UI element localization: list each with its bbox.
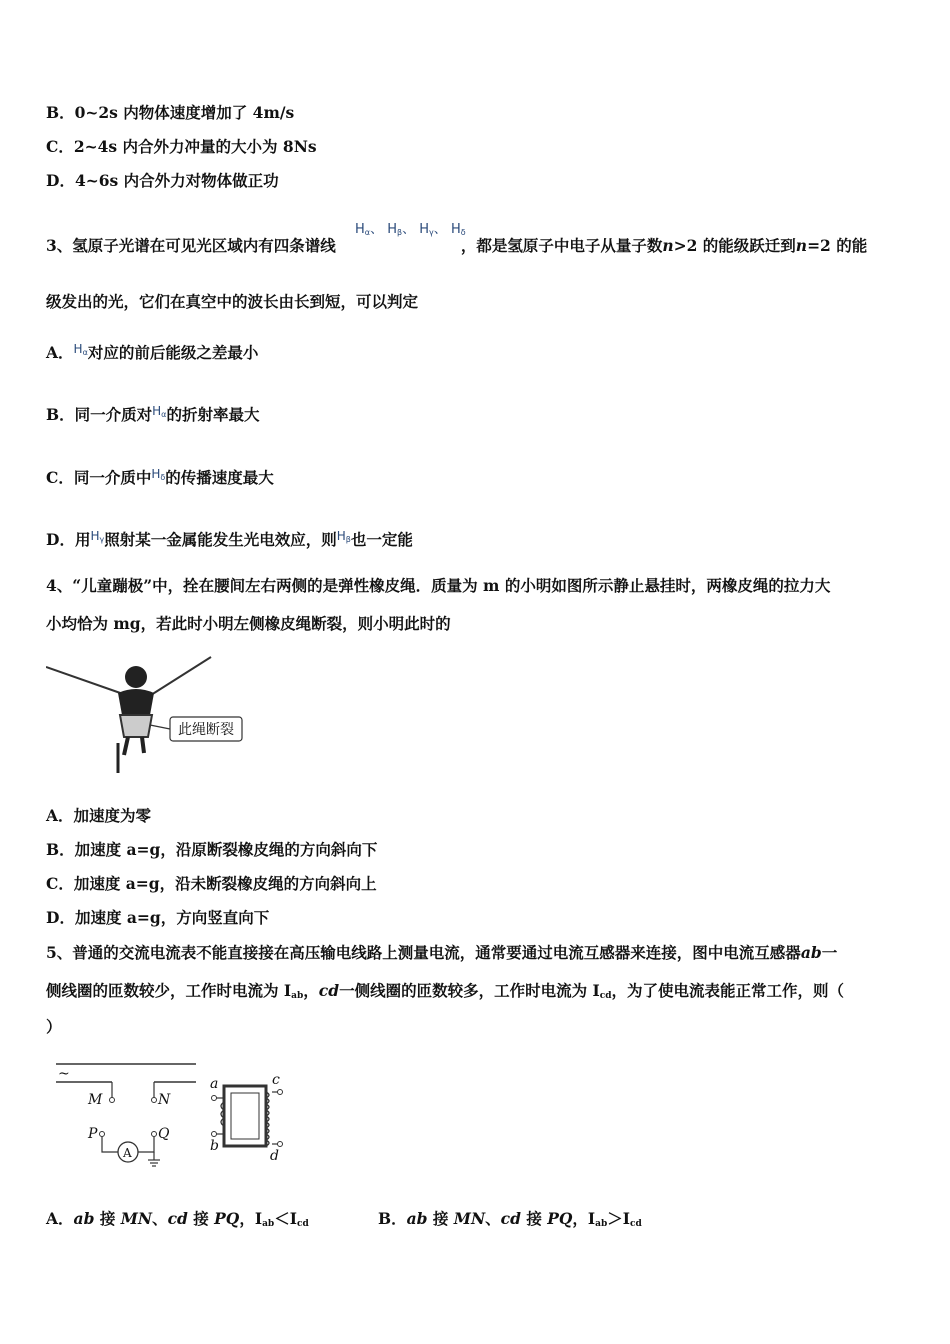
child-torso bbox=[118, 689, 154, 715]
child-harness bbox=[120, 715, 152, 737]
q4-stem-line1: 4、“儿童蹦极”中，拴在腰间左右两侧的是弹性橡皮绳．质量为 m 的小明如图所示静止悬挂时，两橡皮绳的拉力大 bbox=[46, 576, 831, 595]
right-rope bbox=[151, 657, 211, 695]
label-a: a bbox=[210, 1076, 219, 1092]
label-n: N bbox=[158, 1092, 171, 1108]
bungee-child-figure bbox=[46, 655, 246, 780]
q4-option-c: C．加速度 a=g，沿未断裂橡皮绳的方向斜向上 bbox=[46, 874, 377, 893]
h-gamma-symbol: Hγ bbox=[90, 529, 105, 544]
caption-pointer bbox=[150, 725, 170, 729]
q4-option-b: B．加速度 a=g，沿原断裂橡皮绳的方向斜向下 bbox=[46, 840, 378, 859]
q5-option-a: A．ab 接 MN、cd 接 PQ，$I_{ab}<I_{cd}$ bbox=[46, 1209, 309, 1229]
child-head bbox=[125, 666, 147, 688]
prev-option-c: C．2~4s 内合外力冲量的大小为 8Ns bbox=[46, 137, 317, 156]
current-transformer-figure bbox=[56, 1058, 296, 1170]
ammeter-label: A bbox=[123, 1146, 132, 1160]
h-alpha-symbol: Hα bbox=[152, 404, 167, 419]
label-q: Q bbox=[158, 1126, 170, 1142]
child-right-leg bbox=[142, 737, 144, 753]
h-beta-symbol: Hβ bbox=[336, 529, 351, 544]
q3-number: 3、 bbox=[46, 236, 73, 255]
label-p: P bbox=[88, 1126, 98, 1142]
h-alpha-symbol: Hα bbox=[73, 342, 88, 357]
transformer-core bbox=[224, 1086, 266, 1146]
label-c: c bbox=[272, 1072, 280, 1088]
q5-stem-line1: 5、普通的交流电流表不能直接接在高压输电线路上测量电流，通常要通过电流互感器来连接，图中电流互感器ab一 bbox=[46, 943, 838, 962]
figure-caption: 此绳断裂 bbox=[178, 722, 234, 738]
q4-option-d: D．加速度 a=g，方向竖直向下 bbox=[46, 908, 270, 927]
q3-option-a: A．$^{H\alpha}$对应的前后能级之差最小 bbox=[46, 342, 259, 362]
child-left-leg bbox=[124, 737, 128, 755]
prev-option-d: D．4~6s 内合外力对物体做正功 bbox=[46, 171, 279, 190]
q5-stem-line3: ） bbox=[46, 1017, 62, 1036]
prev-option-b: B．0~2s 内物体速度增加了 4m/s bbox=[46, 103, 295, 122]
q3-stem-line2: 级发出的光，它们在真空中的波长由长到短，可以判定 bbox=[46, 292, 419, 311]
q4-stem-line2: 小均恰为 mg，若此时小明左侧橡皮绳断裂，则小明此时的 bbox=[46, 614, 451, 633]
q3-spectral-series: Hα、 Hβ、 Hγ、 Hδ bbox=[355, 222, 466, 237]
q3-option-b: B．同一介质对$^{H\alpha}$的折射率最大 bbox=[46, 404, 260, 424]
label-b: b bbox=[210, 1138, 219, 1154]
q4-number: 4、 bbox=[46, 576, 73, 595]
q4-option-a: A．加速度为零 bbox=[46, 806, 152, 825]
q3-option-c: C．同一介质中$^{H\delta}$的传播速度最大 bbox=[46, 467, 274, 487]
label-d: d bbox=[270, 1148, 279, 1164]
q3-stem-line1: 3、氢原子光谱在可见光区域内有四条谱线 ，都是氢原子中电子从量子数n>2 的能级跃迁到n=2 的能 bbox=[46, 236, 868, 255]
ac-tilde: ~ bbox=[58, 1066, 70, 1082]
q5-stem-line2: 侧线圈的匝数较少，工作时电流为 $I_{ab}$，cd一侧线圈的匝数较多，工作时电流为 $I_{cd}$，为了使电流表能正常工作，则（ bbox=[46, 981, 845, 1001]
left-rope bbox=[46, 667, 126, 695]
label-m: M bbox=[88, 1092, 103, 1108]
q5-option-b: B．ab 接 MN、cd 接 PQ，$I_{ab}>I_{cd}$ bbox=[378, 1209, 642, 1229]
q5-number: 5、 bbox=[46, 943, 73, 962]
h-delta-symbol: Hδ bbox=[151, 467, 166, 482]
q3-option-d: D．用$^{H\gamma}$照射某一金属能发生光电效应，则$^{H\beta}$也一定能 bbox=[46, 529, 413, 549]
